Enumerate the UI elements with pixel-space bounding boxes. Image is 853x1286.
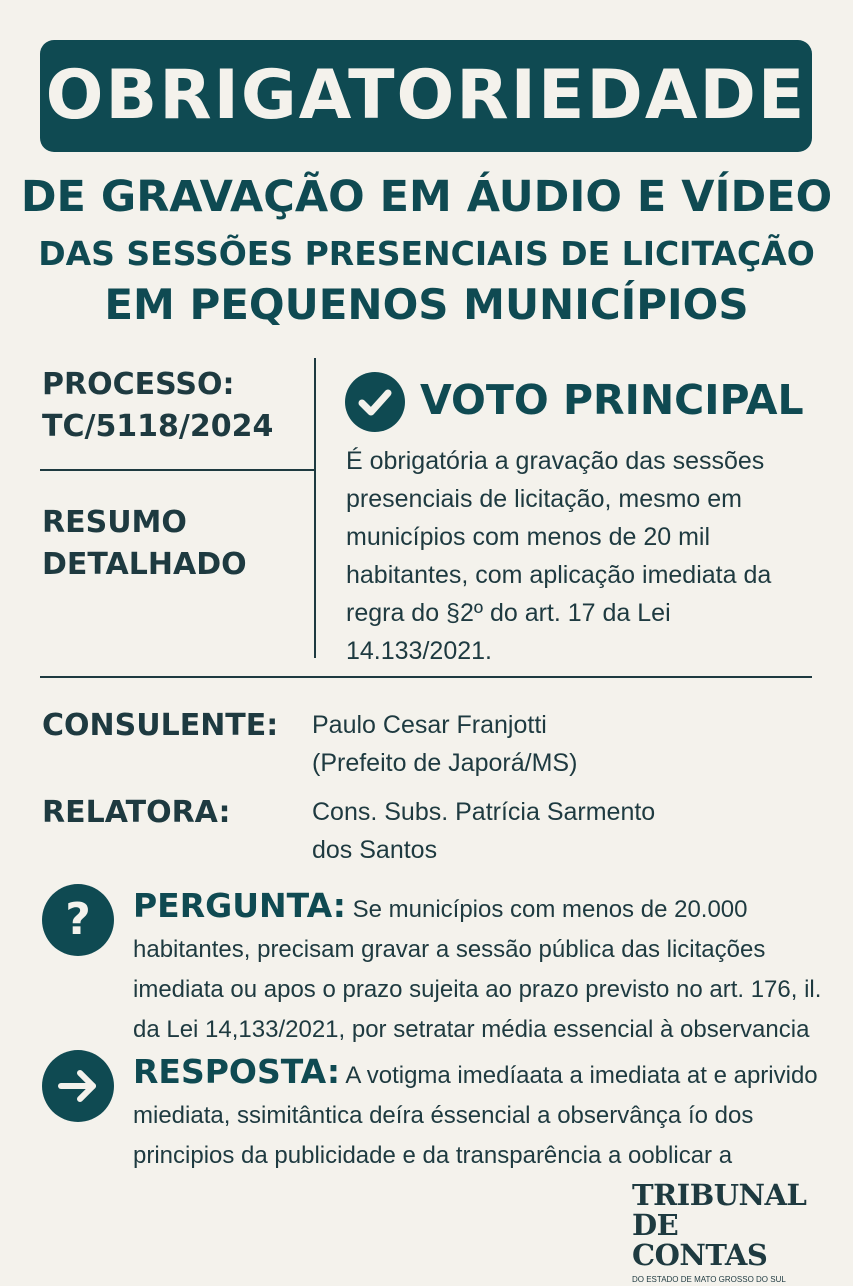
resposta-text: A votigma imedíaata a imediata at e aprivido miediata, ssimitântica deíra éssencial a observânça ío dos principios da publicidade e da transparência a ooblicar a bbox=[133, 1062, 818, 1169]
relatora-name-line2: dos Santos bbox=[312, 836, 438, 864]
resposta-label: RESPOSTA: bbox=[133, 1052, 341, 1091]
check-circle-icon bbox=[345, 372, 405, 432]
resumo-label-line1: RESUMO bbox=[42, 505, 187, 540]
logo-line-2: DE CONTAS bbox=[632, 1208, 768, 1272]
processo-number: TC/5118/2024 bbox=[42, 409, 274, 444]
subtitle-line-3: EM PEQUENOS MUNICÍPIOS bbox=[104, 280, 749, 329]
resposta-block bbox=[133, 1052, 823, 1176]
subtitle-line-2: DAS SESSÕES PRESENCIAIS DE LICITAÇÃO bbox=[38, 234, 815, 273]
subtitle-line-1: DE GRAVAÇÃO EM ÁUDIO E VÍDEO bbox=[20, 172, 833, 222]
tribunal-logo bbox=[632, 1180, 812, 1286]
relatora-label: RELATORA: bbox=[42, 795, 231, 830]
pergunta-text: Se municípios com menos de 20.000 habitantes, precisam gravar a sessão pública das licitações imediata ou apos o prazo sujeita ao prazo previsto no art. 176, il. da Lei 14,133/2021, por setratar média essencial à observancia bbox=[133, 896, 822, 1043]
logo-line-3: DO ESTADO DE MATO GROSSO DO SUL bbox=[632, 1275, 786, 1284]
page-title: OBRIGATORIEDADE bbox=[45, 56, 807, 135]
voto-title: VOTO PRINCIPAL bbox=[420, 376, 804, 424]
voto-body: É obrigatória a gravação das sessões presenciais de licitação, mesmo em municípios com menos de 20 mil habitantes, com aplicação imediata da regra do §2º do art. 17 da Lei 14.133/2021. bbox=[346, 447, 772, 665]
consulente-role: (Prefeito de Japorá/MS) bbox=[312, 749, 578, 777]
processo-label: PROCESSO: bbox=[42, 367, 235, 402]
consulente-label: CONSULENTE: bbox=[42, 708, 279, 743]
arrow-right-circle-icon bbox=[42, 1050, 114, 1122]
resumo-label-line2: DETALHADO bbox=[42, 547, 247, 582]
pergunta-label: PERGUNTA: bbox=[133, 886, 346, 925]
column-divider bbox=[314, 358, 316, 658]
section-divider bbox=[40, 676, 812, 678]
question-circle-icon bbox=[42, 884, 114, 956]
relatora-name-line1: Cons. Subs. Patrícia Sarmento bbox=[312, 798, 656, 826]
logo-line-1: TRIBUNAL bbox=[632, 1178, 807, 1212]
consulente-name: Paulo Cesar Franjotti bbox=[312, 711, 547, 739]
svg-text:?: ? bbox=[65, 894, 91, 945]
title-banner bbox=[40, 40, 812, 152]
pergunta-block bbox=[133, 886, 823, 1050]
divider bbox=[40, 469, 314, 471]
